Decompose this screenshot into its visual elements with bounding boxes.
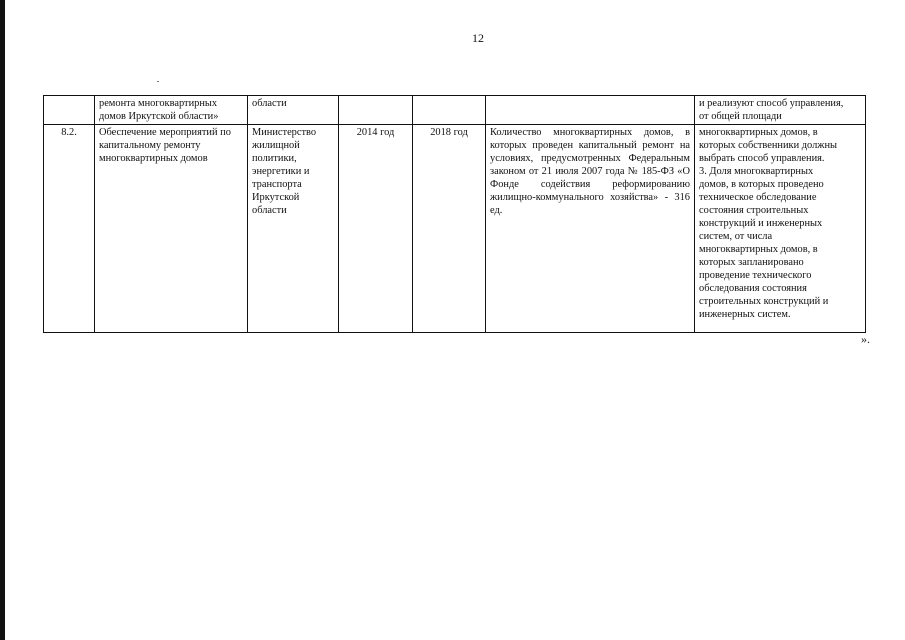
page-number: 12 bbox=[472, 31, 484, 45]
table-row-continued bbox=[44, 96, 866, 125]
cell-number: 8.2. bbox=[44, 125, 95, 333]
indicator-line: которых собственники должны bbox=[699, 140, 837, 151]
cell-end: 2018 год bbox=[413, 125, 486, 333]
cell-result: Количество многоквартирных домов, в которых проведен капитальный ремонт на условиях, предусмотренных Федеральным законом от 21 июля 2007 года № 185-ФЗ «О Фонде содействия реформированию жилищно-коммунального хозяйства» - 316 ед. bbox=[486, 125, 695, 333]
indicator-line: обследования состояния bbox=[699, 283, 807, 294]
cell-executor: области bbox=[248, 96, 339, 125]
cell-indicator bbox=[695, 96, 866, 125]
cell-name: Обеспечение мероприятий по капитальному ремонту многоквартирных домов bbox=[95, 125, 248, 333]
indicator-line: которых запланировано bbox=[699, 257, 804, 268]
table-row-8-2 bbox=[44, 125, 866, 333]
indicator-line: конструкций и инженерных bbox=[699, 218, 823, 229]
indicator-line: состояния строительных bbox=[699, 205, 809, 216]
indicator-line: 3. Доля многоквартирных bbox=[699, 166, 814, 177]
indicator-line: техническое обследование bbox=[699, 192, 817, 203]
cell-indicator bbox=[695, 125, 866, 333]
indicator-line: инженерных систем. bbox=[699, 309, 791, 320]
indicator-line: строительных конструкций и bbox=[699, 296, 829, 307]
cell-number bbox=[44, 96, 95, 125]
cell-result bbox=[486, 96, 695, 125]
indicator-line: домов, в которых проведено bbox=[699, 179, 824, 190]
indicator-line: систем, от числа bbox=[699, 231, 773, 242]
cell-start bbox=[339, 96, 413, 125]
indicator-line: проведение технического bbox=[699, 270, 812, 281]
indicator-line: многоквартирных домов, в bbox=[699, 244, 818, 255]
program-table bbox=[43, 95, 866, 333]
indicator-line: многоквартирных домов, в bbox=[699, 127, 818, 138]
cell-end bbox=[413, 96, 486, 125]
scan-edge-bar bbox=[0, 0, 5, 640]
indicator-line: и реализуют способ управления, bbox=[699, 98, 844, 109]
cell-start: 2014 год bbox=[339, 125, 413, 333]
scan-speck bbox=[157, 81, 159, 82]
cell-executor: Министерство жилищной политики, энергетики и транспорта Иркутской области bbox=[248, 125, 339, 333]
cell-name: ремонта многоквартирных домов Иркутской области» bbox=[95, 96, 248, 125]
indicator-line: от общей площади bbox=[699, 111, 782, 122]
closing-quote-mark: ». bbox=[861, 332, 870, 346]
indicator-line: выбрать способ управления. bbox=[699, 153, 825, 164]
